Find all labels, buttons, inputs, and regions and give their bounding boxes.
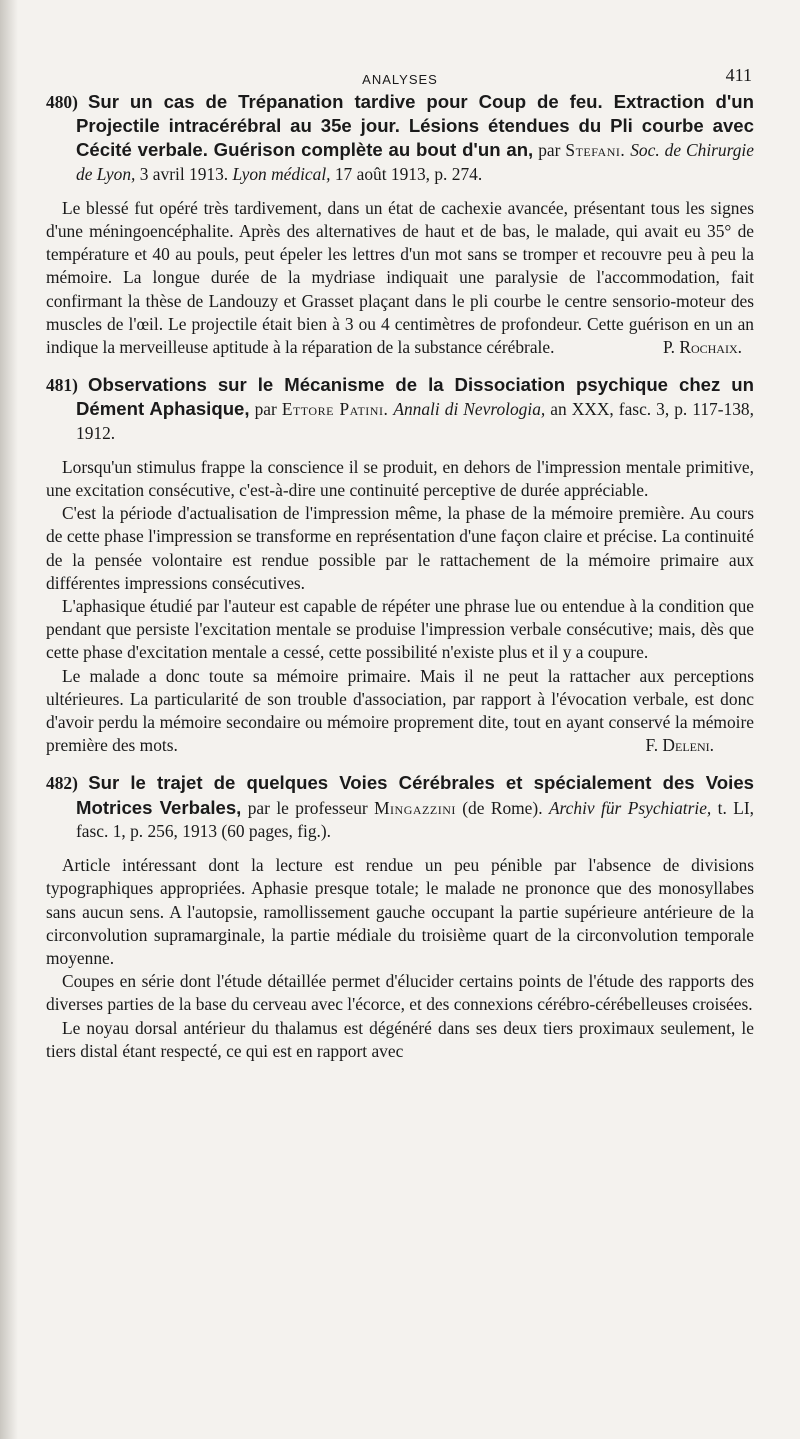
header-title: ANALYSES — [362, 72, 438, 87]
entry-481-reference — [46, 373, 754, 445]
entry-source: Annali di Nevrologia, — [393, 399, 546, 420]
entry-title: Sur le trajet de quelques Voies Cérébrales et spécialement des Voies Motrices Verbales, — [76, 772, 754, 818]
entry-paragraph: Le blessé fut opéré très tardivement, dans un état de cachexie avancée, présentant tous les signes d'une méningoencéphalite. Après des alternatives de haut et de bas, le malade, qui avait eu 35° de température et 40 au pouls, peut épeler les lettres d'un mot sans se tromper et recouvre peu à peu la mémoire. La longue durée de la mydriase indiquait une paralysie de l'accommodation, fait confirmant la thèse de Landouzy et Grasset plaçant dans le pli courbe le centre sensorio-moteur des muscles de l'œil. Le projectile était bien à 3 ou 4 centimètres de profondeur. Cette guérison en un an indique la merveilleuse aptitude à la réparation de la substance cérébrale. P. Rochaix. — [46, 197, 754, 359]
entry-author: Ettore Patini. — [281, 399, 389, 420]
running-header — [46, 60, 754, 90]
page-body — [46, 60, 754, 1077]
entry-number: 482) — [46, 773, 78, 794]
entry-signature: F. Deleni. — [645, 735, 714, 756]
entry-by: par — [538, 140, 561, 161]
entry-paragraph: Le malade a donc toute sa mémoire primaire. Mais il ne peut la rattacher aux perceptions ultérieures. La particularité de son trouble d'association, par rapport à l'évocation verbale, est donc d'avoir perdu la mémoire secondaire ou mémoire proprement dite, tout en ayant conservé la mémoire première des mots. F. Deleni. — [46, 665, 754, 758]
entry-481 — [46, 373, 754, 757]
entry-paragraph: Lorsqu'un stimulus frappe la conscience il se produit, en dehors de l'impression mentale primitive, une excitation consécutive, c'est-à-dire une continuité perceptive de durée appréciable. — [46, 456, 754, 501]
entry-signature: P. Rochaix. — [662, 337, 742, 358]
entry-source: Soc. de Chirurgie de Lyon, — [76, 140, 754, 184]
entry-paragraph: C'est la période d'actualisation de l'impression même, la phase de la mémoire première. Au cours de cette phase l'impression se transforme en représentation d'une façon claire et précise. La continuité de la pensée volontaire est rendue possible par le rattachement de la mémoire primaire aux différentes impressions consécutives. — [46, 503, 754, 593]
entry-title: Sur un cas de Trépanation tardive pour Coup de feu. Extraction d'un Projectile intracérébral au 35e jour. Lésions étendues du Pli courbe avec Cécité verbale. Guérison complète au bout d'un an, — [76, 91, 754, 161]
entry-paragraph: L'aphasique étudié par l'auteur est capable de répéter une phrase lue ou entendue à la condition que pendant que persiste l'excitation mentale se produise l'impression verbale consécutive; mais, dès que cette phase d'excitation mentale a cessé, cette possibilité n'existe plus et il y a coupure. — [46, 596, 754, 663]
entry-source-2-details: 17 août 1913, p. 274. — [334, 163, 483, 184]
entry-title: Observations sur le Mécanisme de la Dissociation psychique chez un Dément Aphasique, — [76, 374, 754, 420]
entry-author: Mingazzini — [374, 797, 456, 818]
page-edge-shadow — [0, 0, 18, 1439]
entry-480 — [46, 90, 754, 359]
entry-author-affiliation: (de Rome). — [462, 797, 543, 818]
entry-number: 481) — [46, 375, 78, 396]
entry-by: par le professeur — [247, 797, 368, 818]
entry-source: Archiv für Psychiatrie, — [548, 797, 712, 818]
entry-author: Stefani. — [565, 140, 626, 161]
entry-paragraph: Coupes en série dont l'étude détaillée permet d'élucider certains points de l'étude des rapports des diverses parties de la base du cerveau avec l'écorce, et des connexions cérébro-cérébelleuses croisées. — [46, 971, 754, 1015]
entry-source-details: t. LI, fasc. 1, p. 256, 1913 (60 pages, fig.). — [76, 797, 754, 841]
page-number: 411 — [725, 65, 752, 85]
entry-paragraph: Article intéressant dont la lecture est rendue un peu pénible par l'absence de divisions typographiques appropriées. Aphasie presque totale; le malade ne prononce que des monosyllabes sans aucun sens. A l'autopsie, ramollissement gauche occupant la partie supérieure antérieure de la circonvolution supramarginale, la partie médiale du troisième quart de la circonvolution temporale moyenne. — [46, 855, 754, 968]
entry-source-details: an XXX, fasc. 3, p. 117-138, 1912. — [76, 399, 754, 443]
entry-480-reference — [46, 90, 754, 186]
entry-paragraph: Le noyau dorsal antérieur du thalamus est dégénéré dans ses deux tiers proximaux seulement, le tiers distal étant respecté, ce qui est en rapport avec — [46, 1017, 754, 1061]
entry-by: par — [254, 399, 277, 420]
entry-source-details: 3 avril 1913. — [139, 163, 229, 184]
entry-482-reference — [46, 771, 754, 843]
entry-482 — [46, 771, 754, 1062]
entry-number: 480) — [46, 92, 78, 112]
entry-source-2: Lyon médical, — [232, 163, 331, 184]
